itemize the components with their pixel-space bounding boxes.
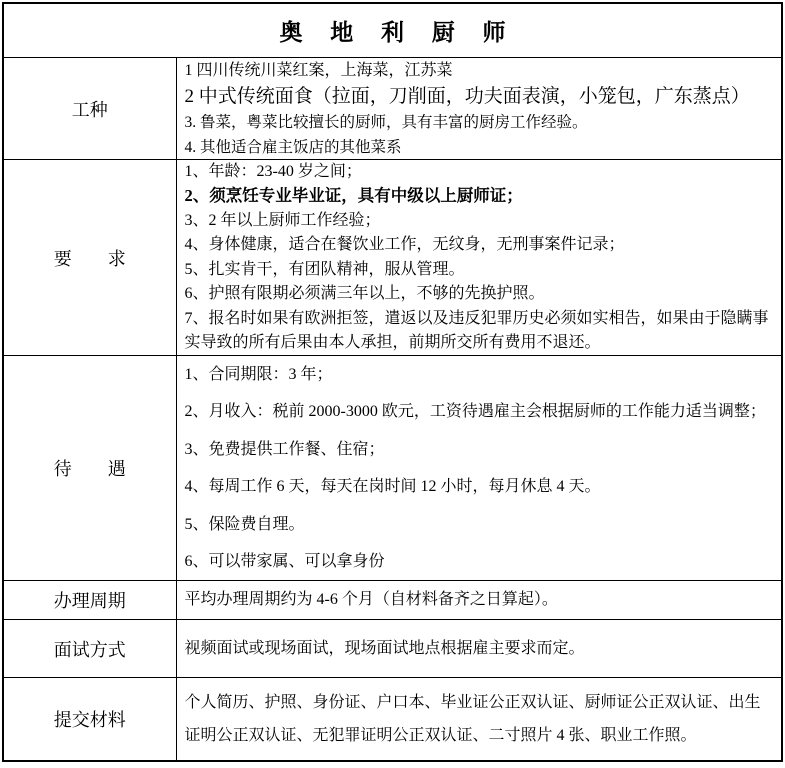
row-label-processing-period: 办理周期 [4, 581, 177, 619]
requirement-item: 7、报名时如果有欧洲拒签，遣返以及违反犯罪历史必须如实相告，如果由于隐瞒事实导致的所有后果由本人承担，前期所交所有费用不退还。 [184, 309, 769, 351]
row-content-interview-method [177, 620, 782, 677]
row-label-materials: 提交材料 [4, 678, 177, 760]
jobtype-line: 3. 鲁菜，粤菜比较擅长的厨师，具有丰富的厨房工作经验。 [184, 113, 588, 131]
table-row-requirements [4, 160, 781, 356]
requirement-item: 2、须烹饪专业毕业证，具有中级以上厨师证； [184, 186, 523, 205]
benefit-item: 3、免费提供工作餐、住宿； [184, 440, 385, 458]
processing-period-text: 平均办理周期约为 4-6 个月（自材料备齐之日算起）。 [184, 591, 558, 608]
requirement-item: 5、扎实肯干，有团队精神，服从管理。 [184, 260, 465, 278]
table-row-benefits [4, 356, 781, 581]
row-label-requirements: 要 求 [4, 160, 177, 355]
row-content-benefits [177, 356, 782, 580]
row-content-requirements [177, 160, 782, 355]
row-content-materials [177, 678, 782, 760]
table-row-materials [4, 678, 781, 760]
benefit-item: 2、月收入：税前 2000-3000 欧元，工资待遇雇主会根据厨师的工作能力适当调整； [184, 403, 766, 420]
benefit-item: 5、保险费自理。 [184, 515, 305, 533]
page-title: 奥 地 利 厨 师 [279, 20, 517, 45]
jobtype-line: 4. 其他适合雇主饭店的其他菜系 [184, 138, 402, 156]
row-content-jobtype [177, 58, 782, 159]
table-row-processing-period [4, 581, 781, 620]
interview-method-text: 视频面试或现场面试，现场面试地点根据雇主要求而定。 [184, 639, 585, 657]
benefit-item: 1、合同期限：3 年； [184, 365, 333, 383]
row-content-processing-period [177, 581, 782, 619]
jobtype-line: 1 四川传统川菜红案，上海菜，江苏菜 [184, 61, 453, 79]
requirement-item: 3、2 年以上厨师工作经验； [184, 211, 381, 229]
table-row-interview-method [4, 620, 781, 678]
jobtype-line: 2 中式传统面食（拉面，刀削面，功夫面表演，小笼包，广东蒸点） [184, 85, 750, 107]
row-label-jobtype: 工种 [4, 58, 177, 159]
job-posting-table [2, 2, 783, 762]
requirement-item: 6、护照有限期必须满三年以上，不够的先换护照。 [184, 285, 545, 302]
requirement-item: 4、身体健康，适合在餐饮业工作，无纹身，无刑事案件记录； [184, 236, 625, 253]
requirement-item: 1、年龄：23-40 岁之间； [184, 162, 362, 180]
title-row [4, 4, 781, 58]
row-label-benefits: 待 遇 [4, 356, 177, 580]
benefit-item: 4、每周工作 6 天，每天在岗时间 12 小时，每月休息 4 天。 [184, 478, 601, 495]
materials-text: 个人简历、护照、身份证、户口本、毕业证公正双认证、厨师证公正双认证、出生证明公正双认证、无犯罪证明公正双认证、二寸照片 4 张、职业工作照。 [184, 694, 761, 744]
table-row-jobtype [4, 58, 781, 160]
row-label-interview-method: 面试方式 [4, 620, 177, 677]
benefit-item: 6、可以带家属、可以拿身份 [184, 553, 385, 570]
